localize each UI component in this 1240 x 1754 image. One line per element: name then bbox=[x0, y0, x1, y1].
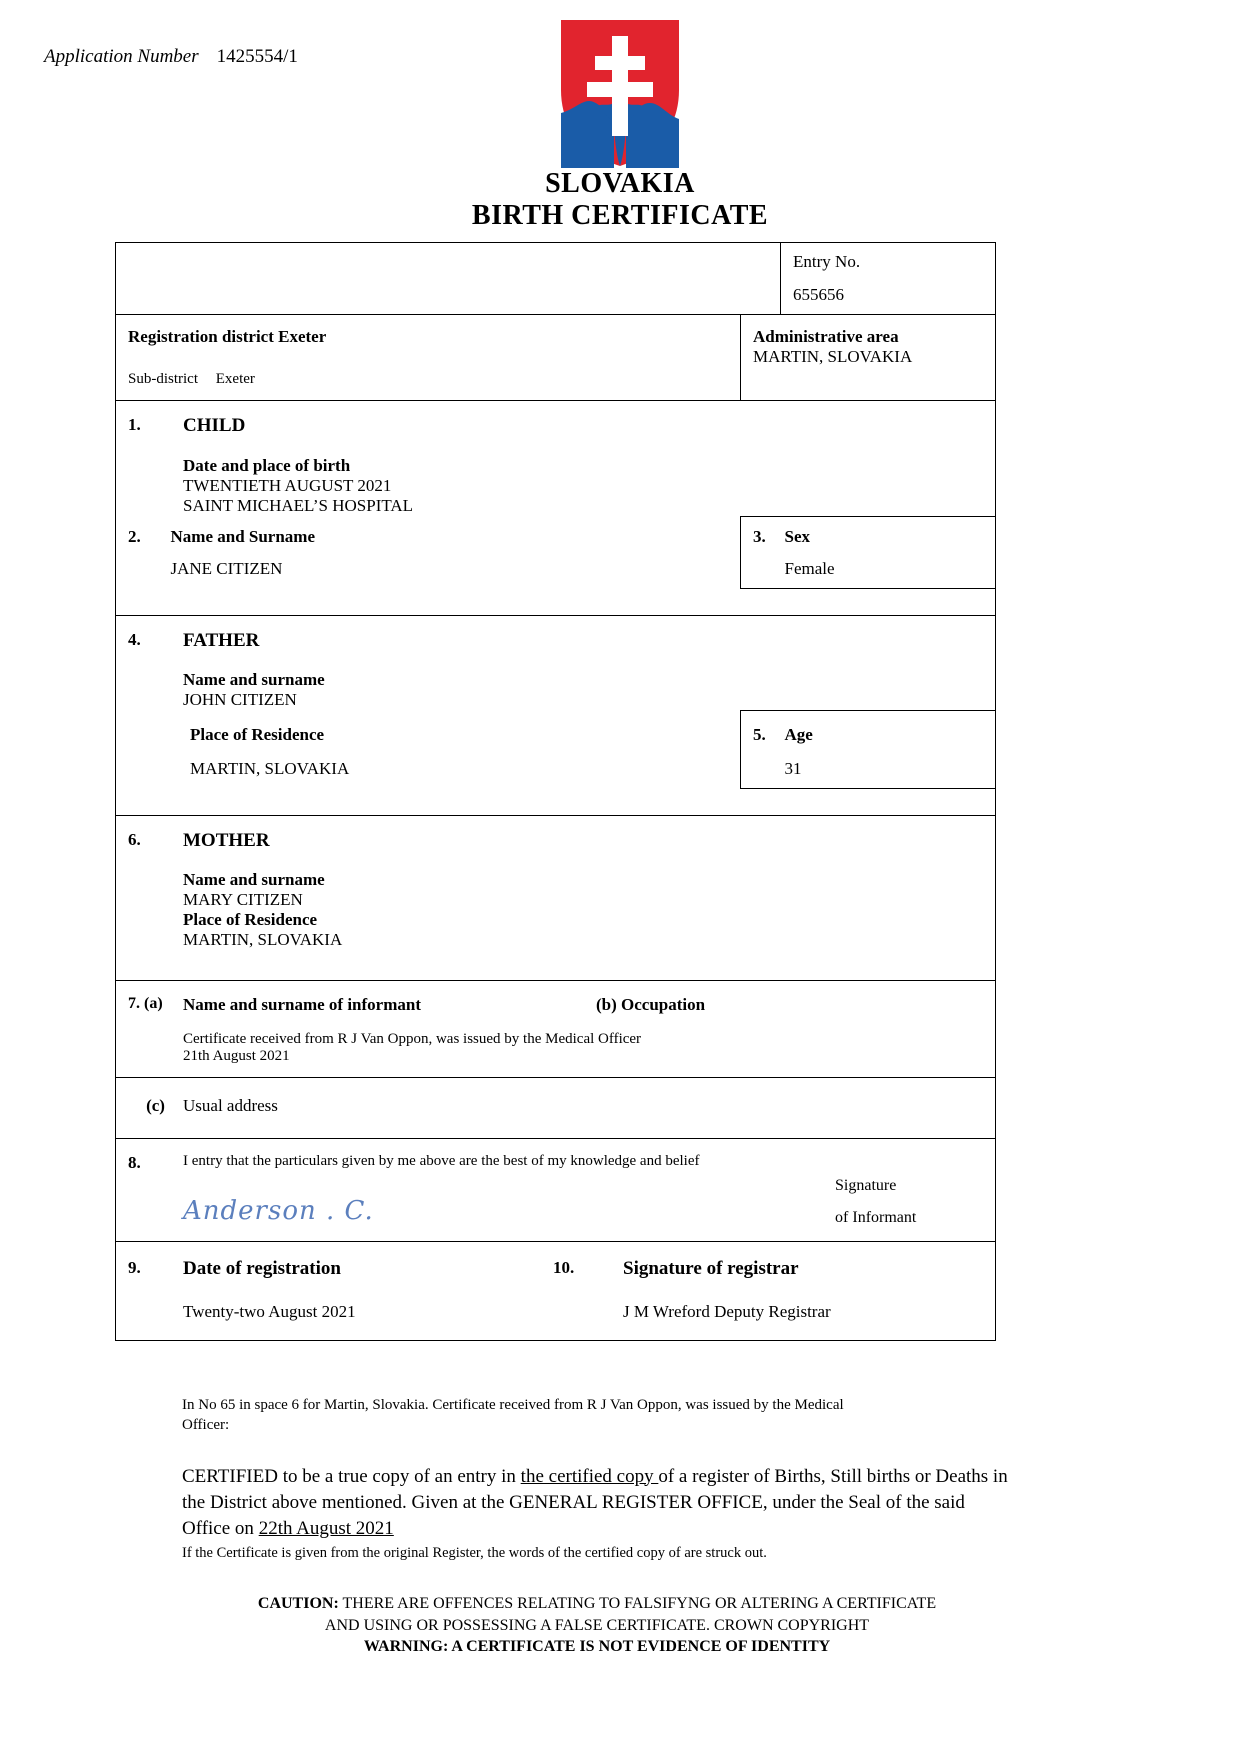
table-row-district bbox=[116, 315, 996, 401]
registrar-value: J M Wreford Deputy Registrar bbox=[623, 1302, 831, 1321]
informant-detail-line2: 21th August 2021 bbox=[183, 1048, 290, 1064]
footer-note-line1: In No 65 in space 6 for Martin, Slovakia. Certificate received from R J Van Oppon, was issued by the Medical bbox=[182, 1397, 844, 1413]
entry-no-cell bbox=[781, 243, 996, 315]
father-age-number-cell bbox=[741, 711, 781, 789]
caution-line1-text: THERE ARE OFFENCES RELATING TO FALSIFYNG OR ALTERING A CERTIFICATE bbox=[338, 1595, 937, 1612]
sex-number: 3. bbox=[753, 527, 766, 546]
mother-heading: MOTHER bbox=[183, 830, 270, 851]
child-name-cell bbox=[171, 517, 741, 589]
father-number: 4. bbox=[128, 630, 141, 649]
subdistrict-label: Sub-district bbox=[128, 371, 198, 387]
warning-line: WARNING: A CERTIFICATE IS NOT EVIDENCE OF IDENTITY bbox=[363, 1638, 831, 1656]
father-name-value: JOHN CITIZEN bbox=[183, 690, 297, 709]
father-residence-cell bbox=[116, 711, 741, 789]
certificate-table bbox=[115, 242, 996, 1341]
title-doctype: BIRTH CERTIFICATE bbox=[471, 200, 769, 232]
registrar-number: 10. bbox=[553, 1258, 575, 1277]
child-dob-value: TWENTIETH AUGUST 2021 bbox=[183, 476, 392, 495]
entry-blank-cell bbox=[116, 243, 781, 315]
table-row-child bbox=[116, 401, 996, 517]
usual-address-label: Usual address bbox=[183, 1096, 278, 1115]
certified-part2: of a register of Births, Still births or Deaths in the District above mentioned. Given at the GENERAL REGISTER OFFICE, under the Seal of the said Office on bbox=[182, 1465, 1008, 1539]
child-number: 1. bbox=[128, 415, 141, 434]
table-row-father bbox=[116, 616, 996, 711]
mother-residence-value: MARTIN, SLOVAKIA bbox=[183, 930, 343, 949]
mother-number: 6. bbox=[128, 830, 141, 849]
mother-name-value: MARY CITIZEN bbox=[183, 890, 303, 909]
father-age-cell bbox=[781, 711, 996, 789]
declaration-number: 8. bbox=[128, 1153, 141, 1172]
caution-line2: AND USING OR POSSESSING A FALSE CERTIFICATE. CROWN COPYRIGHT bbox=[324, 1616, 870, 1634]
mother-section-cell bbox=[116, 816, 996, 981]
declaration-cell bbox=[116, 1139, 996, 1242]
mother-name-label: Name and surname bbox=[183, 870, 325, 889]
title-country: SLOVAKIA bbox=[545, 168, 695, 199]
table-row-entry bbox=[116, 243, 996, 315]
crest-container bbox=[0, 18, 1240, 168]
subdistrict-value: Exeter bbox=[215, 371, 255, 387]
registration-cell bbox=[116, 1242, 996, 1341]
administrative-area-cell bbox=[741, 315, 996, 401]
father-age-number: 5. bbox=[753, 725, 766, 744]
informant-signature: Anderson . C. bbox=[183, 1196, 374, 1226]
slovakia-coat-of-arms-icon bbox=[559, 18, 681, 168]
registrar-label: Signature of registrar bbox=[623, 1258, 799, 1279]
informant-cell bbox=[116, 981, 996, 1078]
certified-paragraph bbox=[182, 1464, 1012, 1543]
certified-underlined-phrase: the certified copy bbox=[520, 1465, 659, 1487]
table-row-registration bbox=[116, 1242, 996, 1341]
father-section-cell bbox=[116, 616, 996, 711]
child-dob-label: Date and place of birth bbox=[183, 456, 351, 475]
sex-value: Female bbox=[784, 559, 835, 578]
father-residence-value: MARTIN, SLOVAKIA bbox=[190, 758, 350, 778]
informant-occupation-label: (b) Occupation bbox=[596, 995, 706, 1014]
entry-no-label: Entry No. bbox=[793, 252, 861, 271]
caution-block bbox=[182, 1593, 1012, 1658]
application-number-label: Application Number bbox=[44, 46, 199, 67]
registration-date-value: Twenty-two August 2021 bbox=[183, 1302, 356, 1321]
registration-date-label: Date of registration bbox=[183, 1258, 341, 1279]
struck-out-note: If the Certificate is given from the original Register, the words of the certified copy of are struck out. bbox=[182, 1545, 767, 1562]
mother-residence-label: Place of Residence bbox=[183, 910, 318, 929]
father-age-value: 31 bbox=[784, 759, 802, 778]
registration-number: 9. bbox=[128, 1258, 141, 1277]
child-name-number: 2. bbox=[128, 526, 141, 546]
father-residence-label: Place of Residence bbox=[190, 724, 325, 744]
informant-name-label: Name and surname of informant bbox=[183, 995, 421, 1014]
child-spacer-cell bbox=[116, 589, 996, 616]
child-heading: CHILD bbox=[183, 415, 246, 436]
father-name-label: Name and surname bbox=[183, 670, 325, 689]
father-spacer-cell bbox=[116, 789, 996, 816]
informant-number: 7. (a) bbox=[128, 995, 163, 1012]
table-row-father-residence bbox=[116, 711, 996, 789]
table-row-usual-address bbox=[116, 1078, 996, 1139]
footer-block bbox=[182, 1395, 1012, 1658]
sex-label: Sex bbox=[784, 527, 811, 546]
child-section-cell bbox=[116, 401, 996, 517]
footer-note-line2: Officer: bbox=[182, 1417, 230, 1434]
administrative-area-value: MARTIN, SLOVAKIA bbox=[753, 347, 913, 366]
child-name-number-cell bbox=[116, 517, 171, 589]
certified-part1: CERTIFIED to be a true copy of an entry in bbox=[182, 1465, 521, 1487]
registration-district-label: Registration district Exeter bbox=[128, 327, 327, 346]
sex-cell bbox=[781, 517, 996, 589]
registration-district-cell bbox=[116, 315, 741, 401]
certified-date: 22th August 2021 bbox=[258, 1517, 394, 1539]
application-number-value: 1425554/1 bbox=[216, 46, 298, 67]
table-row-child-spacer bbox=[116, 589, 996, 616]
child-name-label: Name and Surname bbox=[170, 526, 316, 546]
signature-label-line2: of Informant bbox=[835, 1209, 917, 1226]
table-row-informant bbox=[116, 981, 996, 1078]
informant-detail-line1: Certificate received from R J Van Oppon, was issued by the Medical Officer bbox=[183, 1031, 642, 1047]
entry-no-value: 655656 bbox=[793, 285, 845, 304]
sex-number-cell bbox=[741, 517, 781, 589]
usual-address-cell bbox=[116, 1078, 996, 1139]
declaration-text: I entry that the particulars given by me above are the best of my knowledge and belief bbox=[183, 1153, 700, 1169]
table-row-father-spacer bbox=[116, 789, 996, 816]
father-age-label: Age bbox=[784, 725, 813, 744]
table-row-child-name bbox=[116, 517, 996, 589]
signature-label-line1: Signature bbox=[835, 1177, 897, 1194]
caution-line1 bbox=[182, 1593, 1012, 1615]
caution-label: CAUTION: bbox=[257, 1595, 339, 1612]
table-row-mother bbox=[116, 816, 996, 981]
usual-address-number: (c) bbox=[146, 1096, 165, 1115]
administrative-area-label: Administrative area bbox=[753, 327, 899, 346]
child-birthplace-value: SAINT MICHAEL’S HOSPITAL bbox=[183, 496, 414, 515]
child-name-value: JANE CITIZEN bbox=[170, 558, 283, 578]
document-title bbox=[0, 168, 1240, 232]
table-row-declaration bbox=[116, 1139, 996, 1242]
father-heading: FATHER bbox=[183, 630, 260, 651]
